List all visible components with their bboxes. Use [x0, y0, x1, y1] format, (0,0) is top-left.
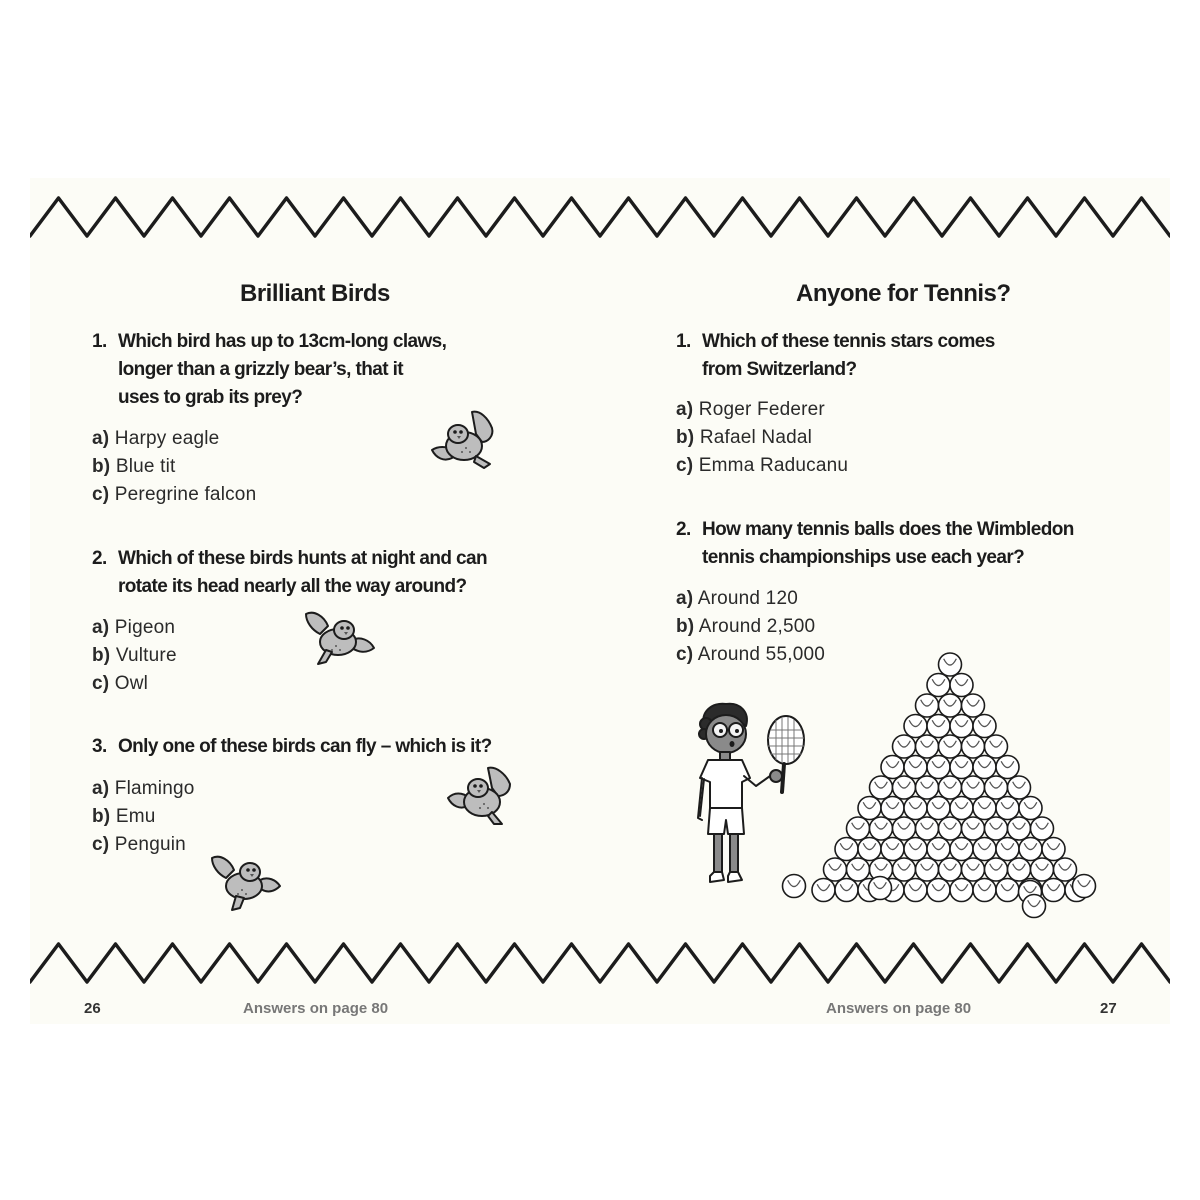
left-page-number: 26	[84, 1000, 101, 1017]
answer-option	[676, 424, 812, 452]
tennis-ball-pyramid-illustration	[780, 636, 1110, 920]
left-answers-note: Answers on page 80	[243, 1000, 389, 1017]
answer-option	[92, 670, 148, 698]
option-letter: b)	[92, 806, 111, 827]
right-answers-note: Answers on page 80	[826, 1000, 972, 1017]
option-text: Around 55,000	[697, 644, 825, 665]
right-page-title: Anyone for Tennis?	[796, 280, 1011, 307]
bird-illustration-4	[206, 852, 282, 914]
answer-option	[676, 585, 798, 613]
option-letter: b)	[676, 427, 695, 448]
option-text: Flamingo	[114, 778, 195, 799]
bird-illustration-3	[444, 764, 516, 828]
option-letter: c)	[92, 484, 110, 505]
option-letter: c)	[92, 673, 110, 694]
option-text: Around 2,500	[698, 616, 816, 637]
option-text: Blue tit	[115, 456, 176, 477]
option-letter: a)	[92, 778, 110, 799]
option-text: Harpy eagle	[114, 428, 220, 449]
option-text: Around 120	[697, 588, 798, 609]
answer-option	[676, 452, 848, 480]
answer-option	[92, 775, 195, 803]
option-text: Pigeon	[114, 617, 176, 638]
option-text: Roger Federer	[698, 399, 825, 420]
bird-illustration-1	[428, 408, 500, 474]
option-letter: a)	[92, 428, 110, 449]
option-letter: b)	[92, 456, 111, 477]
question-number: 1.	[676, 331, 691, 352]
question-number: 2.	[92, 548, 107, 569]
option-letter: b)	[676, 616, 695, 637]
option-text: Emma Raducanu	[698, 455, 849, 476]
option-letter: a)	[92, 617, 110, 638]
answer-option	[92, 831, 186, 859]
question-text: Which of these birds hunts at night and can rotate its head nearly all the way around?	[118, 548, 487, 597]
question-text: Only one of these birds can fly – which is it?	[118, 736, 492, 757]
option-text: Peregrine falcon	[114, 484, 257, 505]
question-number: 3.	[92, 736, 107, 757]
option-letter: c)	[92, 834, 110, 855]
option-text: Penguin	[114, 834, 186, 855]
left-page-title: Brilliant Birds	[240, 280, 390, 307]
right-page-number: 27	[1100, 1000, 1117, 1017]
answer-option	[92, 642, 177, 670]
question-number: 1.	[92, 331, 107, 352]
answer-option	[92, 614, 175, 642]
question-text: Which bird has up to 13cm-long claws, longer than a grizzly bear’s, that it uses to grab its prey?	[118, 331, 447, 408]
bottom-zigzag-border	[30, 938, 1170, 988]
question-number: 2.	[676, 519, 691, 540]
option-text: Emu	[115, 806, 156, 827]
question-text: How many tennis balls does the Wimbledon tennis championships use each year?	[702, 519, 1074, 568]
answer-option	[92, 425, 219, 453]
option-letter: a)	[676, 588, 694, 609]
option-text: Rafael Nadal	[699, 427, 813, 448]
question-text: Which of these tennis stars comes from Switzerland?	[702, 331, 995, 380]
option-letter: a)	[676, 399, 694, 420]
option-letter: b)	[92, 645, 111, 666]
bird-illustration-2	[300, 608, 376, 670]
option-letter: c)	[676, 455, 694, 476]
option-text: Owl	[114, 673, 149, 694]
top-zigzag-border	[30, 192, 1170, 242]
answer-option	[92, 453, 176, 481]
option-text: Vulture	[115, 645, 177, 666]
answer-option	[92, 481, 256, 509]
option-letter: c)	[676, 644, 694, 665]
answer-option	[92, 803, 156, 831]
answer-option	[676, 396, 825, 424]
